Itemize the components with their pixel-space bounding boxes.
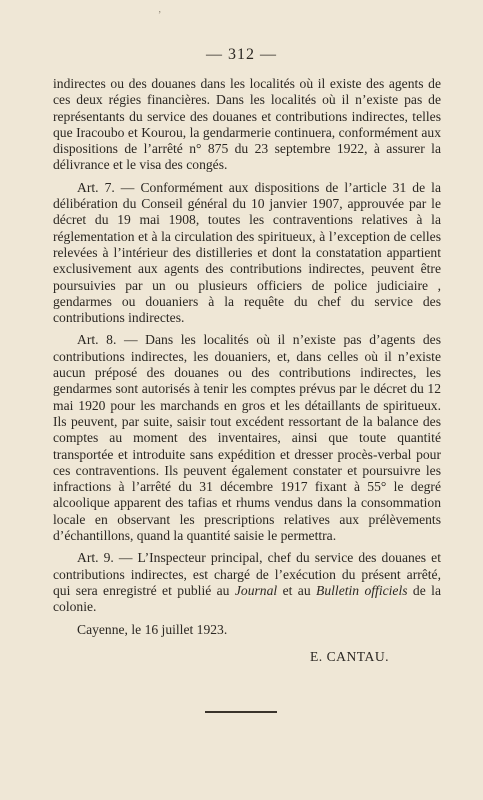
article-9-connector: et au	[277, 582, 317, 598]
paragraph-article-8: Art. 8. — Dans les localités où il n’existe pas d’agents des contributions indirectes, les douaniers, et, dans celles où il n’existe aucun préposé des douanes ou des contributions indirectes, les gendarmes sont autorisés à tenir les comptes prévus par le décret du 12 mai 1920 pour les marchands en gros et les détaillants de spiritueux. Ils peuvent, par suite, saisir tout excédent ressortant de la balance des comptes au moment des inventaires, ainsi que toute quantité transportée et introduite sans expédition et dresser procès-verbal pour ces contraventions. Ils peuvent également constater et poursuivre les infractions à l’arrêté du 31 décembre 1917 fixant à 55° le degré alcoolique apparent des tafias et rhums vendus dans la consommation locale en observant les prescriptions relatives aux prélèvements d’échantillons, quand la quantité saisie le permettra.	[53, 332, 441, 544]
margin-mark: ’	[158, 10, 162, 21]
place-date-line: Cayenne, le 16 juillet 1923.	[77, 621, 228, 637]
signature: E. CANTAU.	[310, 649, 390, 664]
article-9-ending: de la colonie.	[53, 582, 441, 615]
body-text	[53, 76, 441, 644]
closing-rule	[205, 711, 277, 713]
bulletin-title: Bulletin officiels	[316, 582, 408, 598]
page-number: — 312 —	[206, 46, 277, 63]
journal-title: Journal	[234, 582, 278, 598]
paragraph-continuation: indirectes ou des douanes dans les localités où il existe des agents de ces deux régies financières. Dans les localités où il n’existe pas de représentants du service des douanes et contributions indirectes, telles que Iracoubo et Kourou, la gendarmerie continuera, conformément aux dispositions de l’arrêté n° 875 du 23 septembre 1922, à assurer la délivrance et le visa des congés.	[53, 76, 441, 173]
paragraph-article-9	[53, 550, 441, 615]
article-9-text: Art. 9. — L’Inspecteur principal, chef du service des douanes et contributions indirectes, est chargé de l’exécution du présent arrêté, qui sera enregistré et publié au	[53, 550, 441, 598]
paragraph-article-7: Art. 7. — Conformément aux dispositions de l’article 31 de la délibération du Conseil général du 10 janvier 1907, approuvée par le décret du 19 mai 1908, toutes les contraventions relatives à la réglementation et à la circulation des spiritueux, à l’exception de celles relevées à l’intérieur des distilleries et dont la constatation appartient exclusivement aux agents des contributions indirectes, peuvent être poursuivies par un ou plusieurs officiers de police judiciaire , gendarmes ou douaniers à la requête du chef du service des contributions indirectes.	[53, 179, 441, 326]
